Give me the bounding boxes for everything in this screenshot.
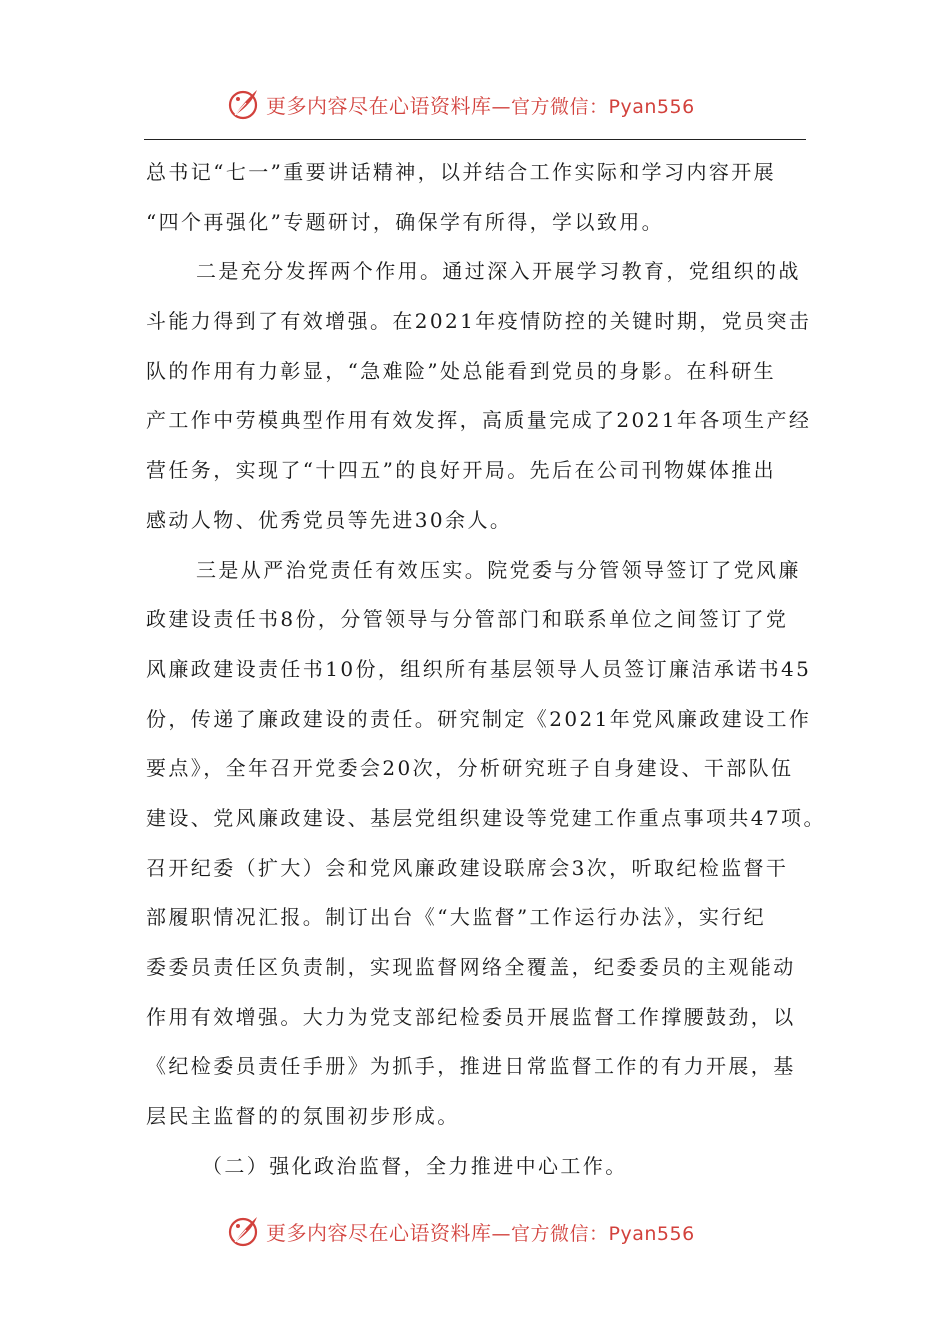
- header-banner-contact: —官方微信：Pyan556: [491, 95, 695, 118]
- header-banner-main: 更多内容尽在心语资料库: [266, 93, 492, 118]
- body-line: 三是从严治党责任有效压实。院党委与分管领导签订了党风廉: [196, 557, 801, 582]
- body-line: 风廉政建设责任书10份，组织所有基层领导人员签订廉洁承诺书45: [146, 656, 812, 681]
- body-line: 作用有效增强。大力为党支部纪检委员开展监督工作撑腰鼓劲，以: [146, 1004, 796, 1029]
- body-line: 部履职情况汇报。制订出台《“大监督”工作运行办法》，实行纪: [146, 905, 767, 930]
- body-line: 斗能力得到了有效增强。在2021年疫情防控的关键时期，党员突击: [146, 309, 812, 334]
- quill-logo-icon: [226, 86, 262, 122]
- body-line: 队的作用有力彰显，“急难险”处总能看到党员的身影。在科研生: [146, 358, 777, 383]
- document-body: [146, 148, 826, 1191]
- body-line: “四个再强化”专题研讨，确保学有所得，学以致用。: [146, 209, 665, 234]
- body-line: 《纪检委员责任手册》为抓手，推进日常监督工作的有力开展，基: [146, 1054, 796, 1079]
- body-line: 产工作中劳模典型作用有效发挥，高质量完成了2021年各项生产经: [146, 408, 812, 433]
- body-line: 营任务，实现了“十四五”的良好开局。先后在公司刊物媒体推出: [146, 458, 777, 483]
- footer-banner: [0, 1211, 950, 1251]
- body-line: 召开纪委（扩大）会和党风廉政建设联席会3次，听取纪检监督干: [146, 855, 789, 880]
- body-line: 委委员责任区负责制，实现监督网络全覆盖，纪委委员的主观能动: [146, 955, 796, 979]
- body-line: 总书记“七一”重要讲话精神，以并结合工作实际和学习内容开展: [146, 160, 777, 184]
- body-line: 份，传递了廉政建设的责任。研究制定《2021年党风廉政建设工作: [146, 706, 812, 731]
- header-banner-text: [266, 90, 695, 119]
- body-line: 要点》，全年召开党委会20次，分析研究班子自身建设、干部队伍: [146, 756, 794, 781]
- section-heading: （二）强化政治监督，全力推进中心工作。: [202, 1153, 628, 1178]
- header-banner-content: [226, 84, 695, 124]
- header-divider: [144, 139, 806, 140]
- body-line: 建设、党风廉政建设、基层党组织建设等党建工作重点事项共47项。: [146, 805, 826, 830]
- body-line: 政建设责任书8份，分管领导与分管部门和联系单位之间签订了党: [146, 607, 789, 632]
- footer-banner-content: [226, 1211, 695, 1251]
- quill-logo-icon: [226, 1213, 262, 1249]
- header-banner: [0, 84, 950, 124]
- footer-banner-main: 更多内容尽在心语资料库: [266, 1220, 492, 1245]
- body-line: 感动人物、优秀党员等先进30余人。: [146, 507, 513, 532]
- footer-banner-text: [266, 1217, 695, 1246]
- body-line: 层民主监督的的氛围初步形成。: [146, 1104, 460, 1129]
- footer-banner-contact: —官方微信：Pyan556: [491, 1222, 695, 1245]
- body-line: 二是充分发挥两个作用。通过深入开展学习教育，党组织的战: [196, 259, 801, 284]
